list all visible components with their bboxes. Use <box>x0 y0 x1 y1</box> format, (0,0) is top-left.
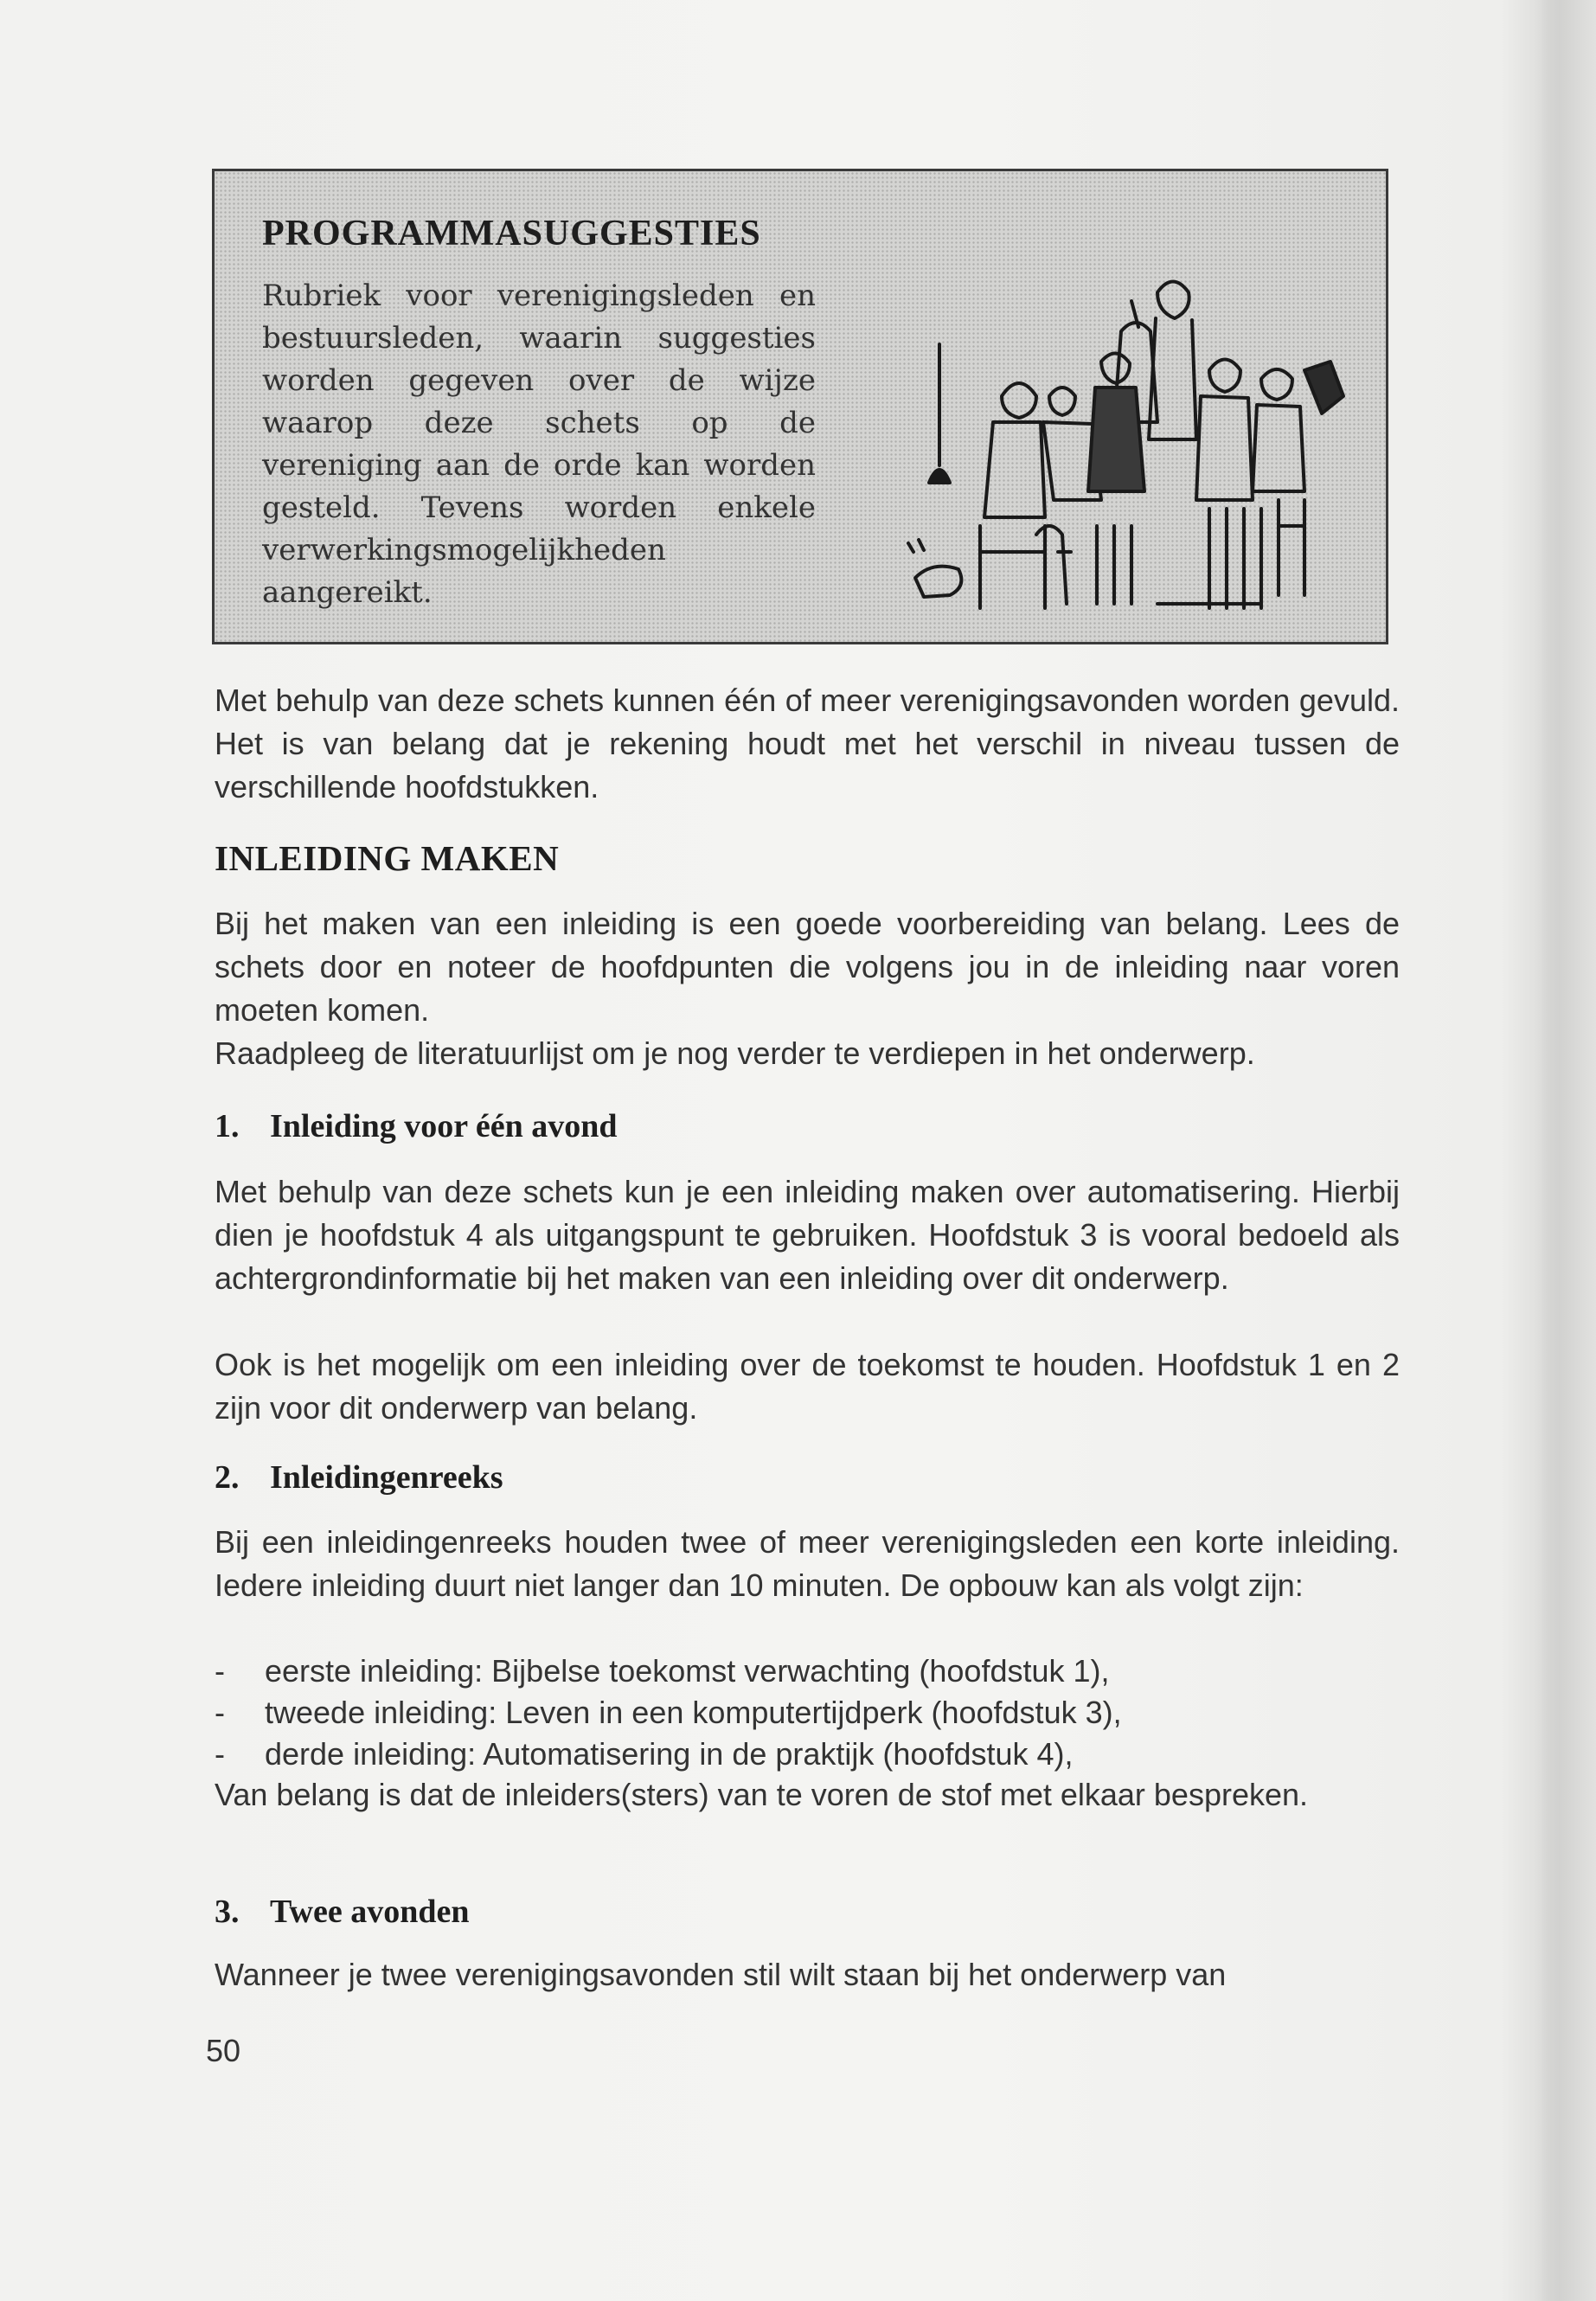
bullet-dash: - <box>215 1653 225 1689</box>
section-2-heading <box>215 1458 503 1497</box>
section-heading-inleiding-maken: INLEIDING MAKEN <box>215 838 560 878</box>
intro-paragraph: Met behulp van deze schets kunnen één of meer verenigingsavonden worden gevuld. Het is van belang dat je rekening houdt met het verschil in niveau tussen de verschillende hoofdstukken. <box>215 683 1400 804</box>
section-2-number: 2. <box>215 1459 240 1496</box>
inleiding-maken-paragraph-1: Bij het maken van een inleiding is een goede voorbereiding van belang. Lees de schets door en noteer de hoofdpunten die volgens jou in de inleiding naar voren moeten komen. <box>215 906 1400 1028</box>
section-1-paragraph-2: Ook is het mogelijk om een inleiding over de toekomst te houden. Hoofdstuk 1 en 2 zijn voor dit onderwerp van belang. <box>215 1347 1400 1426</box>
list-item: - derde inleiding: Automatisering in de praktijk (hoofdstuk 4), <box>215 1734 1400 1775</box>
section-2-bullet-list <box>215 1650 1400 1775</box>
section-1-paragraph-1: Met behulp van deze schets kun je een inleiding maken over automatisering. Hierbij dien je hoofdstuk 4 als uitgangspunt te gebruiken. Hoofdstuk 3 is vooral bedoeld als achtergrondinformatie bij het maken van een inleiding over dit onderwerp. <box>215 1174 1400 1296</box>
section-2-paragraph-2: Van belang is dat de inleiders(sters) van te voren de stof met elkaar bespreken. <box>215 1777 1309 1812</box>
group-meeting-sketch <box>898 266 1365 617</box>
page-spine-shadow <box>1535 0 1596 2301</box>
list-item: - tweede inleiding: Leven in een komputertijdperk (hoofdstuk 3), <box>215 1692 1400 1734</box>
inleiding-maken-paragraph-2: Raadpleeg de literatuurlijst om je nog verder te verdiepen in het onderwerp. <box>215 1035 1255 1071</box>
section-3-number: 3. <box>215 1894 240 1930</box>
section-1-title: Inleiding voor één avond <box>270 1108 618 1144</box>
bullet-dash: - <box>215 1695 225 1730</box>
section-2-title: Inleidingenreeks <box>270 1459 503 1496</box>
list-item: - eerste inleiding: Bijbelse toekomst verwachting (hoofdstuk 1), <box>215 1650 1400 1692</box>
section-3-title: Twee avonden <box>270 1894 470 1930</box>
box-title: PROGRAMMASUGGESTIES <box>262 214 761 253</box>
program-suggestions-box <box>212 169 1388 644</box>
page-number: 50 <box>206 2033 241 2068</box>
section-3-heading <box>215 1893 469 1931</box>
section-3-paragraph-1: Wanneer je twee verenigingsavonden stil wilt staan bij het onderwerp van <box>215 1957 1227 1992</box>
bullet-dash: - <box>215 1736 225 1772</box>
section-1-heading <box>215 1107 618 1145</box>
section-1-number: 1. <box>215 1108 240 1144</box>
section-2-paragraph-1: Bij een inleidingenreeks houden twee of meer verenigingsleden een korte inleiding. Iedere inleiding duurt niet langer dan 10 minuten. De opbouw kan als volgt zijn: <box>215 1524 1400 1603</box>
box-description: Rubriek voor verenigingsleden en bestuursleden, waarin suggesties worden gegeven over de wijze waarop deze schets op de vereniging aan de orde kan worden gesteld. Tevens worden enkele verwerkingsmogelijkheden aangereikt. <box>262 279 816 610</box>
